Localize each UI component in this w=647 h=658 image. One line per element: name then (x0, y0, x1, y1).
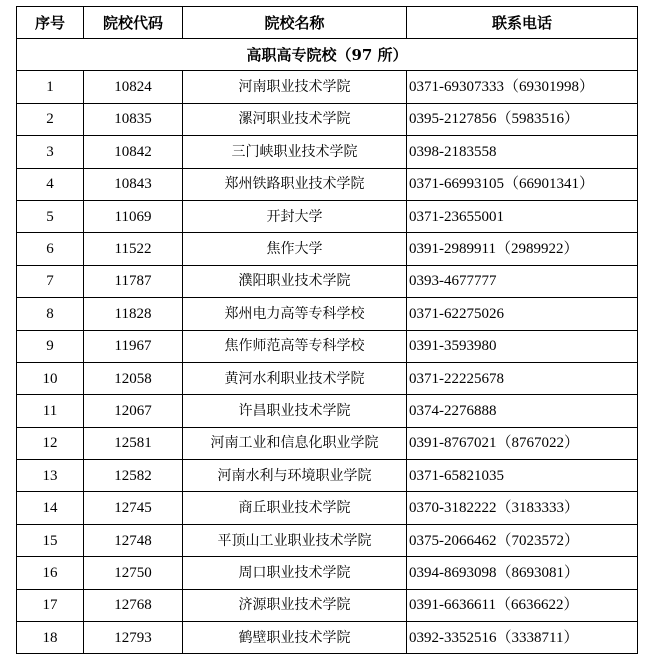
row-name: 河南职业技术学院 (183, 71, 407, 103)
row-phone: 0391-3593980 (407, 330, 638, 362)
row-code: 12748 (84, 524, 183, 556)
row-name: 平顶山工业职业技术学院 (183, 524, 407, 556)
row-name: 濮阳职业技术学院 (183, 265, 407, 297)
row-name: 商丘职业技术学院 (183, 492, 407, 524)
row-serial: 12 (17, 427, 84, 459)
row-code: 10824 (84, 71, 183, 103)
table-row (17, 265, 638, 297)
row-code: 12793 (84, 622, 183, 654)
table-row (17, 298, 638, 330)
row-name: 郑州铁路职业技术学院 (183, 168, 407, 200)
row-phone: 0391-2989911（2989922） (407, 233, 638, 265)
row-serial: 7 (17, 265, 84, 297)
row-code: 12745 (84, 492, 183, 524)
header-phone: 联系电话 (407, 7, 638, 39)
header-name: 院校名称 (183, 7, 407, 39)
row-phone: 0398-2183558 (407, 136, 638, 168)
table-row (17, 71, 638, 103)
table-header-row (17, 7, 638, 39)
row-phone: 0391-8767021（8767022） (407, 427, 638, 459)
row-phone: 0371-23655001 (407, 200, 638, 232)
section-row (17, 39, 638, 71)
header-serial: 序号 (17, 7, 84, 39)
row-phone: 0371-62275026 (407, 298, 638, 330)
row-phone: 0391-6636611（6636622） (407, 589, 638, 621)
row-code: 12768 (84, 589, 183, 621)
row-serial: 9 (17, 330, 84, 362)
row-code: 12067 (84, 395, 183, 427)
row-serial: 6 (17, 233, 84, 265)
row-phone: 0371-22225678 (407, 362, 638, 394)
table-row (17, 103, 638, 135)
row-name: 焦作大学 (183, 233, 407, 265)
table-row (17, 557, 638, 589)
table-row (17, 136, 638, 168)
row-name: 黄河水利职业技术学院 (183, 362, 407, 394)
table-row (17, 200, 638, 232)
row-serial: 16 (17, 557, 84, 589)
row-code: 12581 (84, 427, 183, 459)
row-phone: 0371-69307333（69301998） (407, 71, 638, 103)
row-phone: 0394-8693098（8693081） (407, 557, 638, 589)
row-code: 12750 (84, 557, 183, 589)
row-phone: 0371-66993105（66901341） (407, 168, 638, 200)
row-code: 10842 (84, 136, 183, 168)
row-code: 11828 (84, 298, 183, 330)
row-serial: 13 (17, 460, 84, 492)
table-row (17, 622, 638, 654)
row-code: 12058 (84, 362, 183, 394)
table-row (17, 168, 638, 200)
row-serial: 15 (17, 524, 84, 556)
row-name: 三门峡职业技术学院 (183, 136, 407, 168)
row-phone: 0395-2127856（5983516） (407, 103, 638, 135)
row-code: 11522 (84, 233, 183, 265)
row-serial: 3 (17, 136, 84, 168)
row-serial: 14 (17, 492, 84, 524)
row-phone: 0371-65821035 (407, 460, 638, 492)
row-code: 11069 (84, 200, 183, 232)
table-row (17, 395, 638, 427)
table-row (17, 524, 638, 556)
table-row (17, 589, 638, 621)
row-serial: 11 (17, 395, 84, 427)
row-code: 11967 (84, 330, 183, 362)
row-phone: 0370-3182222（3183333） (407, 492, 638, 524)
table-row (17, 460, 638, 492)
row-name: 周口职业技术学院 (183, 557, 407, 589)
row-name: 济源职业技术学院 (183, 589, 407, 621)
row-name: 漯河职业技术学院 (183, 103, 407, 135)
row-serial: 10 (17, 362, 84, 394)
row-serial: 1 (17, 71, 84, 103)
table-row (17, 492, 638, 524)
row-phone: 0374-2276888 (407, 395, 638, 427)
row-name: 鹤壁职业技术学院 (183, 622, 407, 654)
table-row (17, 427, 638, 459)
row-serial: 18 (17, 622, 84, 654)
row-code: 12582 (84, 460, 183, 492)
row-name: 开封大学 (183, 200, 407, 232)
table-row (17, 330, 638, 362)
row-phone: 0393-4677777 (407, 265, 638, 297)
row-serial: 17 (17, 589, 84, 621)
row-serial: 5 (17, 200, 84, 232)
section-title: 高职高专院校（97 所） (17, 39, 638, 71)
row-serial: 2 (17, 103, 84, 135)
row-name: 郑州电力高等专科学校 (183, 298, 407, 330)
table-row (17, 233, 638, 265)
header-code: 院校代码 (84, 7, 183, 39)
row-name: 河南水利与环境职业学院 (183, 460, 407, 492)
institution-table (16, 6, 638, 654)
row-name: 河南工业和信息化职业学院 (183, 427, 407, 459)
row-phone: 0375-2066462（7023572） (407, 524, 638, 556)
row-serial: 8 (17, 298, 84, 330)
row-phone: 0392-3352516（3338711） (407, 622, 638, 654)
row-serial: 4 (17, 168, 84, 200)
row-name: 许昌职业技术学院 (183, 395, 407, 427)
row-code: 11787 (84, 265, 183, 297)
table-row (17, 362, 638, 394)
row-name: 焦作师范高等专科学校 (183, 330, 407, 362)
row-code: 10843 (84, 168, 183, 200)
row-code: 10835 (84, 103, 183, 135)
